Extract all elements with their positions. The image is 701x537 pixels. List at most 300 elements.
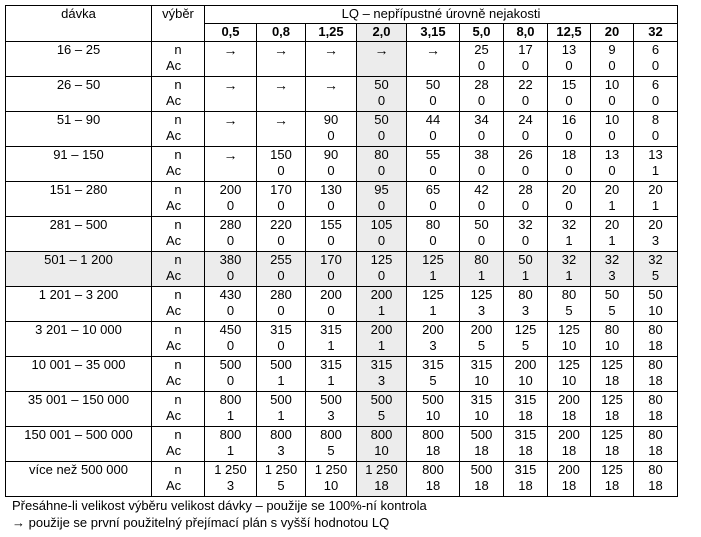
- acceptance-label: Ac: [166, 478, 182, 493]
- acceptance-value: 1: [277, 408, 285, 423]
- plan-cell: [306, 77, 357, 112]
- plan-cell: [205, 287, 257, 322]
- plan-cell: [407, 252, 460, 287]
- plan-cell: [205, 147, 257, 182]
- plan-cell: [407, 322, 460, 357]
- acceptance-value: 0: [327, 198, 335, 213]
- acceptance-value: [205, 163, 256, 179]
- plan-cell: [257, 357, 306, 392]
- plan-cell: [306, 147, 357, 182]
- arrow-right-icon: →: [324, 77, 338, 93]
- sample-size-value: 1 250: [214, 462, 247, 477]
- acceptance-value: 0: [521, 93, 530, 108]
- plan-cell: [504, 147, 548, 182]
- plan-cell: [591, 287, 634, 322]
- acceptance-value: 10: [561, 338, 577, 353]
- plan-cell: [205, 42, 257, 77]
- acceptance-value: 0: [565, 163, 573, 178]
- sample-size-value: 28: [474, 77, 489, 92]
- sample-size-value: 80: [425, 217, 441, 232]
- acceptance-value: 0: [226, 303, 235, 318]
- plan-cell: [548, 392, 591, 427]
- acceptance-value: 18: [604, 373, 620, 388]
- acceptance-value: 5: [608, 303, 616, 318]
- acceptance-value: 3: [521, 303, 530, 318]
- acceptance-value: 0: [477, 198, 486, 213]
- sample-size-value: 800: [219, 427, 242, 442]
- sample-size-value: 26: [518, 147, 533, 162]
- acceptance-value: 0: [277, 303, 285, 318]
- sample-size-label: n: [174, 287, 182, 302]
- sample-size-value: 13: [604, 147, 620, 162]
- table-row: [6, 42, 678, 77]
- plan-cell: [591, 427, 634, 462]
- plan-cell: [357, 182, 407, 217]
- acceptance-value: 18: [425, 443, 441, 458]
- plan-cell: [548, 427, 591, 462]
- header-lq-level: 0,5: [205, 24, 257, 42]
- plan-cell: [306, 42, 357, 77]
- acceptance-value: 3: [327, 408, 335, 423]
- lot-size: 3 201 – 10 000: [6, 322, 152, 357]
- header-lq-level: 2,0: [357, 24, 407, 42]
- plan-cell: [548, 252, 591, 287]
- plan-cell: [357, 322, 407, 357]
- lot-size: 26 – 50: [6, 77, 152, 112]
- sample-size-value: 50: [604, 287, 620, 302]
- plan-cell: [591, 357, 634, 392]
- acceptance-value: 0: [429, 128, 437, 143]
- acceptance-label: Ac: [166, 58, 182, 73]
- sample-size-label: n: [174, 322, 182, 337]
- plan-cell: [205, 77, 257, 112]
- plan-cell: [591, 42, 634, 77]
- arrow-right-icon: →: [223, 147, 238, 163]
- acceptance-value: 18: [425, 478, 441, 493]
- sample-size-value: 50: [518, 252, 533, 267]
- sample-size-value: 220: [270, 217, 292, 232]
- sample-size-value: 1 250: [314, 462, 348, 477]
- lot-size: 151 – 280: [6, 182, 152, 217]
- arrow-right-icon: →: [324, 42, 338, 58]
- sample-size-label: n: [174, 182, 182, 197]
- sample-size-value: 50: [474, 217, 489, 232]
- acceptance-value: [407, 58, 459, 74]
- acceptance-value: 18: [474, 478, 489, 493]
- plan-cell: [407, 217, 460, 252]
- acceptance-value: 0: [226, 233, 235, 248]
- acceptance-value: 0: [565, 58, 573, 73]
- acceptance-value: 0: [608, 128, 616, 143]
- plan-cell: [634, 217, 678, 252]
- acceptance-value: 0: [327, 128, 335, 143]
- acceptance-label: Ac: [166, 373, 182, 388]
- acceptance-label: Ac: [166, 128, 182, 143]
- sample-size-value: 16: [561, 112, 577, 127]
- plan-cell: [205, 392, 257, 427]
- sample-size-label: n: [174, 392, 182, 407]
- footnote-arrow: → použije se první použitelný přejímací plán s vyšší hodnotou LQ: [12, 515, 390, 530]
- lot-size: 501 – 1 200: [6, 252, 152, 287]
- acceptance-value: 0: [521, 58, 530, 73]
- plan-cell: [504, 77, 548, 112]
- sample-size-value: 105: [370, 217, 393, 232]
- plan-cell: [407, 427, 460, 462]
- sample-size-value: 32: [561, 217, 577, 232]
- acceptance-value: [205, 93, 256, 109]
- sampling-table: [5, 5, 678, 497]
- sample-size-value: 315: [470, 357, 493, 372]
- sample-size-value: 80: [648, 462, 663, 477]
- header-lot: dávka: [6, 6, 152, 42]
- sample-size-value: 315: [422, 357, 444, 372]
- sample-size-label: n: [174, 77, 182, 92]
- plan-cell: [357, 252, 407, 287]
- acceptance-value: [205, 128, 256, 144]
- acceptance-value: 10: [518, 373, 533, 388]
- acceptance-value: 3: [477, 303, 486, 318]
- plan-cell: [548, 182, 591, 217]
- plan-cell: [460, 357, 504, 392]
- sample-size-value: 8: [651, 112, 660, 127]
- table-row: [6, 357, 678, 392]
- arrow-right-icon: →: [274, 77, 288, 93]
- selection-labels: [152, 357, 205, 392]
- sample-size-value: 500: [270, 357, 292, 372]
- sample-size-value: 10: [604, 77, 620, 92]
- table-row: [6, 252, 678, 287]
- acceptance-value: 0: [651, 93, 660, 108]
- table-row: [6, 287, 678, 322]
- plan-cell: [257, 217, 306, 252]
- sample-size-label: n: [174, 112, 182, 127]
- plan-cell: [591, 217, 634, 252]
- sample-size-value: 255: [270, 252, 292, 267]
- sample-size-label: n: [174, 147, 182, 162]
- footnotes: [12, 497, 427, 531]
- plan-cell: [504, 427, 548, 462]
- arrow-right-icon: →: [223, 112, 238, 128]
- acceptance-value: 0: [327, 303, 335, 318]
- plan-cell: [407, 147, 460, 182]
- sample-size-value: 125: [601, 427, 623, 442]
- acceptance-value: 0: [521, 233, 530, 248]
- acceptance-value: 18: [561, 408, 577, 423]
- acceptance-value: 0: [277, 233, 285, 248]
- plan-cell: [504, 112, 548, 147]
- acceptance-value: 18: [604, 478, 620, 493]
- plan-cell: [591, 252, 634, 287]
- acceptance-value: 18: [648, 408, 663, 423]
- acceptance-value: 5: [277, 478, 285, 493]
- plan-cell: [205, 462, 257, 497]
- sample-size-value: 80: [648, 322, 663, 337]
- acceptance-value: 0: [565, 93, 573, 108]
- plan-cell: [205, 322, 257, 357]
- sample-size-value: 65: [425, 182, 441, 197]
- acceptance-value: 0: [377, 198, 386, 213]
- acceptance-value: 0: [377, 93, 386, 108]
- plan-cell: [591, 462, 634, 497]
- plan-cell: [257, 112, 306, 147]
- sample-size-value: 80: [374, 147, 389, 162]
- acceptance-value: 5: [651, 268, 660, 283]
- acceptance-value: 5: [377, 408, 386, 423]
- plan-cell: [504, 287, 548, 322]
- acceptance-value: 0: [226, 268, 235, 283]
- selection-labels: [152, 427, 205, 462]
- acceptance-value: 5: [477, 338, 486, 353]
- sample-size-value: 315: [270, 322, 292, 337]
- sample-size-value: 200: [370, 322, 393, 337]
- acceptance-value: 0: [429, 163, 437, 178]
- sample-size-value: 315: [514, 427, 537, 442]
- plan-cell: [407, 462, 460, 497]
- arrow-right-icon: →: [274, 112, 288, 128]
- sample-size-value: 125: [470, 287, 493, 302]
- acceptance-value: 18: [648, 478, 663, 493]
- acceptance-value: 0: [277, 198, 285, 213]
- acceptance-value: 1: [651, 198, 660, 213]
- sample-size-value: 42: [474, 182, 489, 197]
- plan-cell: [257, 77, 306, 112]
- sample-size-value: 430: [219, 287, 242, 302]
- sample-size-value: 280: [270, 287, 292, 302]
- sample-size-value: 125: [422, 287, 444, 302]
- acceptance-value: 18: [374, 478, 389, 493]
- acceptance-value: 0: [477, 163, 486, 178]
- acceptance-label: Ac: [166, 163, 182, 178]
- acceptance-value: 1: [327, 338, 335, 353]
- plan-cell: [407, 112, 460, 147]
- acceptance-value: 1: [226, 408, 235, 423]
- plan-cell: [357, 392, 407, 427]
- table-row: [6, 112, 678, 147]
- plan-cell: [205, 252, 257, 287]
- plan-cell: [306, 217, 357, 252]
- sample-size-label: n: [174, 462, 182, 477]
- acceptance-value: 0: [429, 233, 437, 248]
- sample-size-value: 55: [425, 147, 441, 162]
- sample-size-label: n: [174, 42, 182, 57]
- plan-cell: [306, 462, 357, 497]
- plan-cell: [460, 182, 504, 217]
- plan-cell: [504, 42, 548, 77]
- acceptance-value: 1: [477, 268, 486, 283]
- sample-size-value: 6: [651, 42, 660, 57]
- plan-cell: [306, 252, 357, 287]
- table-row: [6, 322, 678, 357]
- plan-cell: [460, 112, 504, 147]
- acceptance-value: 1: [608, 198, 616, 213]
- acceptance-value: 10: [474, 373, 489, 388]
- selection-labels: [152, 252, 205, 287]
- table-row: [6, 77, 678, 112]
- lot-size: 150 001 – 500 000: [6, 427, 152, 462]
- plan-cell: [306, 287, 357, 322]
- plan-cell: [357, 217, 407, 252]
- plan-cell: [548, 357, 591, 392]
- acceptance-value: 5: [521, 338, 530, 353]
- acceptance-value: [257, 93, 305, 109]
- plan-cell: [205, 427, 257, 462]
- acceptance-value: 10: [648, 303, 663, 318]
- plan-cell: [306, 182, 357, 217]
- sample-size-value: 32: [648, 252, 663, 267]
- acceptance-value: 0: [429, 198, 437, 213]
- sample-size-value: 20: [648, 217, 663, 232]
- plan-cell: [257, 322, 306, 357]
- acceptance-label: Ac: [166, 233, 182, 248]
- plan-cell: [460, 287, 504, 322]
- acceptance-value: 0: [327, 163, 335, 178]
- sample-size-value: 315: [514, 462, 537, 477]
- sample-size-value: 170: [320, 252, 342, 267]
- plan-cell: [548, 462, 591, 497]
- plan-cell: [306, 357, 357, 392]
- sample-size-value: 500: [270, 392, 292, 407]
- table-row: [6, 462, 678, 497]
- sample-size-value: 200: [558, 427, 580, 442]
- table-row: [6, 427, 678, 462]
- sample-size-value: 13: [561, 42, 577, 57]
- sample-size-value: 10: [604, 112, 620, 127]
- acceptance-value: 1: [327, 373, 335, 388]
- sample-size-value: 200: [514, 357, 537, 372]
- sample-size-value: 22: [518, 77, 533, 92]
- sample-size-value: 28: [518, 182, 533, 197]
- sample-size-value: 80: [648, 392, 663, 407]
- sample-size-value: 200: [470, 322, 493, 337]
- acceptance-value: 1: [565, 233, 573, 248]
- acceptance-label: Ac: [166, 338, 182, 353]
- acceptance-value: 0: [277, 268, 285, 283]
- acceptance-value: 0: [521, 163, 530, 178]
- sample-size-value: 125: [558, 322, 580, 337]
- plan-cell: [634, 42, 678, 77]
- acceptance-value: 0: [377, 128, 386, 143]
- sample-size-value: 125: [601, 357, 623, 372]
- plan-cell: [504, 252, 548, 287]
- sample-size-value: 125: [514, 322, 537, 337]
- sample-size-value: 200: [558, 462, 580, 477]
- sample-size-value: 315: [320, 357, 342, 372]
- sample-size-value: 50: [425, 77, 441, 92]
- plan-cell: [460, 252, 504, 287]
- acceptance-value: 10: [604, 338, 620, 353]
- acceptance-value: 0: [651, 128, 660, 143]
- table-row: [6, 217, 678, 252]
- plan-cell: [504, 357, 548, 392]
- acceptance-value: 10: [323, 478, 339, 493]
- acceptance-value: 5: [429, 373, 437, 388]
- acceptance-value: [257, 128, 305, 144]
- plan-cell: [357, 427, 407, 462]
- selection-labels: [152, 42, 205, 77]
- plan-cell: [504, 182, 548, 217]
- sample-size-value: 90: [323, 112, 339, 127]
- acceptance-value: 0: [327, 268, 335, 283]
- sample-size-value: 32: [561, 252, 577, 267]
- sample-size-value: 125: [601, 392, 623, 407]
- acceptance-value: 0: [377, 233, 386, 248]
- selection-labels: [152, 392, 205, 427]
- sample-size-value: 50: [648, 287, 663, 302]
- plan-cell: [591, 77, 634, 112]
- sample-size-value: 38: [474, 147, 489, 162]
- sample-size-value: 450: [219, 322, 242, 337]
- acceptance-value: 1: [429, 303, 437, 318]
- lot-size: 35 001 – 150 000: [6, 392, 152, 427]
- acceptance-value: 0: [477, 58, 486, 73]
- sample-size-value: 95: [374, 182, 389, 197]
- plan-cell: [357, 357, 407, 392]
- sample-size-value: 80: [561, 287, 577, 302]
- plan-cell: [634, 322, 678, 357]
- plan-cell: [257, 252, 306, 287]
- acceptance-value: 0: [477, 128, 486, 143]
- plan-cell: [357, 42, 407, 77]
- acceptance-value: 0: [565, 198, 573, 213]
- plan-cell: [548, 287, 591, 322]
- sample-size-value: 80: [648, 427, 663, 442]
- acceptance-value: 18: [474, 443, 489, 458]
- acceptance-value: 3: [608, 268, 616, 283]
- sample-size-label: n: [174, 357, 182, 372]
- acceptance-value: 1: [608, 233, 616, 248]
- acceptance-value: 18: [604, 443, 620, 458]
- plan-cell: [634, 427, 678, 462]
- acceptance-value: 3: [277, 443, 285, 458]
- sample-size-value: 315: [470, 392, 493, 407]
- header-lq-level: 12,5: [548, 24, 591, 42]
- plan-cell: [306, 392, 357, 427]
- plan-cell: [407, 357, 460, 392]
- acceptance-value: 3: [377, 373, 386, 388]
- acceptance-value: 18: [561, 443, 577, 458]
- selection-labels: [152, 287, 205, 322]
- sample-size-value: 24: [518, 112, 533, 127]
- plan-cell: [257, 287, 306, 322]
- plan-cell: [257, 182, 306, 217]
- sample-size-value: 13: [648, 147, 663, 162]
- plan-cell: [460, 77, 504, 112]
- sample-size-value: 800: [370, 427, 393, 442]
- acceptance-value: 0: [477, 233, 486, 248]
- sample-size-value: 20: [604, 182, 620, 197]
- plan-cell: [548, 42, 591, 77]
- sample-size-value: 50: [374, 77, 389, 92]
- plan-cell: [306, 427, 357, 462]
- sample-size-value: 44: [425, 112, 441, 127]
- acceptance-value: 3: [651, 233, 660, 248]
- table-row: [6, 182, 678, 217]
- acceptance-value: 18: [518, 478, 533, 493]
- lot-size: 91 – 150: [6, 147, 152, 182]
- plan-cell: [306, 112, 357, 147]
- sample-size-value: 20: [604, 217, 620, 232]
- sample-size-value: 500: [422, 392, 444, 407]
- acceptance-value: 0: [521, 128, 530, 143]
- acceptance-value: 3: [429, 338, 437, 353]
- selection-labels: [152, 77, 205, 112]
- selection-labels: [152, 182, 205, 217]
- acceptance-value: 10: [474, 408, 489, 423]
- plan-cell: [357, 112, 407, 147]
- sample-size-value: 9: [608, 42, 616, 57]
- sample-size-value: 800: [320, 427, 342, 442]
- plan-cell: [460, 42, 504, 77]
